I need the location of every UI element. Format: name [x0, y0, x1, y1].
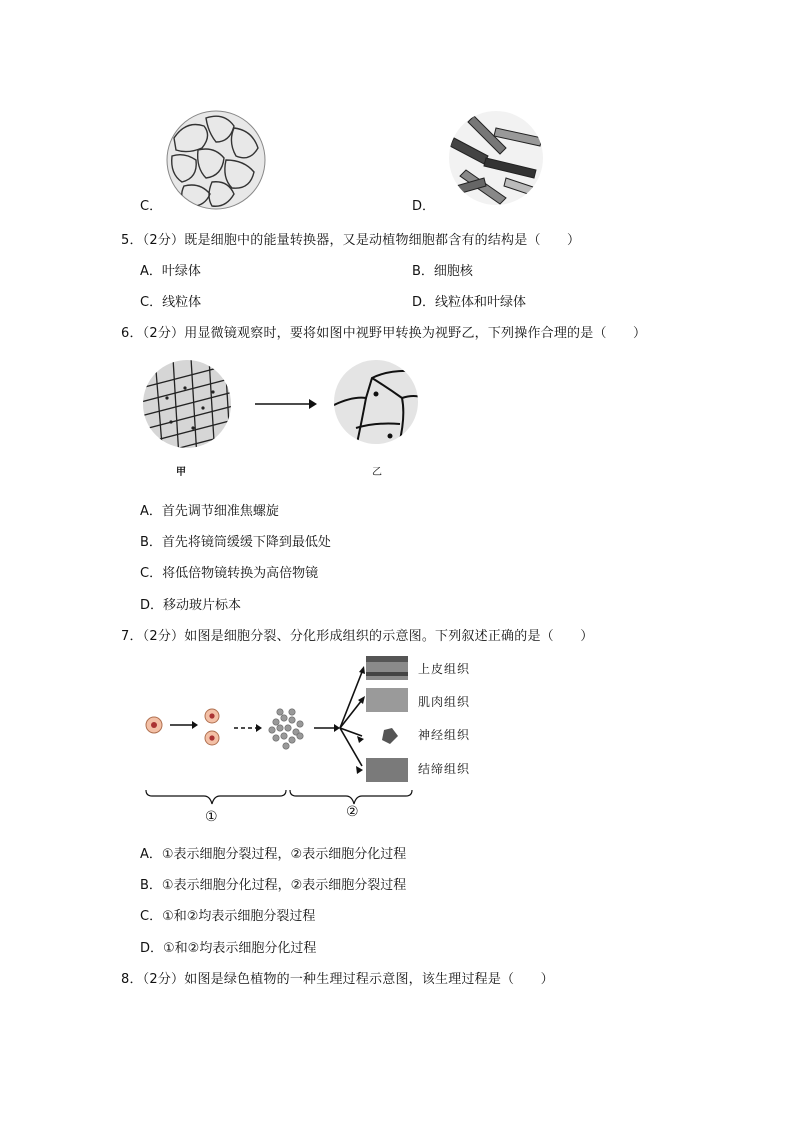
micrograph-c [164, 108, 268, 212]
tissue-label-nerve: 神经组织 [418, 728, 471, 742]
q7-option-d: D．①和②均表示细胞分化过程 [140, 941, 317, 956]
q5-option-d: D．线粒体和叶绿体 [412, 295, 527, 310]
question-5-stem: 5．（2分）既是细胞中的能量转换器，又是动植物细胞都含有的结构是（ ） [121, 233, 581, 248]
q5-option-c: C．线粒体 [140, 295, 202, 310]
q6-option-a: A．首先调节细准焦螺旋 [140, 504, 279, 519]
q7-option-a: A．①表示细胞分裂过程，②表示细胞分化过程 [140, 847, 407, 862]
brace-label-2: ② [346, 804, 359, 820]
q7-option-c: C．①和②均表示细胞分裂过程 [140, 909, 316, 924]
tissue-label-muscle: 肌肉组织 [418, 695, 471, 709]
q5-option-a: A．叶绿体 [140, 264, 201, 279]
tissue-label-connective: 结缔组织 [418, 762, 471, 776]
tissue-label-epithelial: 上皮组织 [418, 662, 471, 676]
microscope-view-jia [141, 358, 233, 450]
arrow-icon [255, 398, 317, 410]
question-7-stem: 7．（2分）如图是细胞分裂、分化形成组织的示意图。下列叙述正确的是（ ） [121, 629, 594, 644]
microscope-view-yi [332, 358, 420, 446]
label-yi: 乙 [372, 467, 382, 478]
q6-option-c: C．将低倍物镜转换为高倍物镜 [140, 566, 319, 581]
question-8-stem: 8．（2分）如图是绿色植物的一种生理过程示意图，该生理过程是（ ） [121, 972, 554, 987]
q7-option-b: B．①表示细胞分化过程，②表示细胞分裂过程 [140, 878, 407, 893]
micrograph-d [446, 108, 546, 208]
q6-option-d: D．移动玻片标本 [140, 598, 242, 613]
label-jia: 甲 [176, 467, 186, 478]
question-6-stem: 6．（2分）用显微镜观察时，要将如图中视野甲转换为视野乙，下列操作合理的是（ ） [121, 326, 647, 341]
option-c-label: C． [140, 199, 163, 214]
option-d-label: D． [412, 199, 436, 214]
q6-option-b: B．首先将镜筒缓缓下降到最低处 [140, 535, 331, 550]
q5-option-b: B．细胞核 [412, 264, 473, 279]
brace-label-1: ① [205, 809, 218, 825]
